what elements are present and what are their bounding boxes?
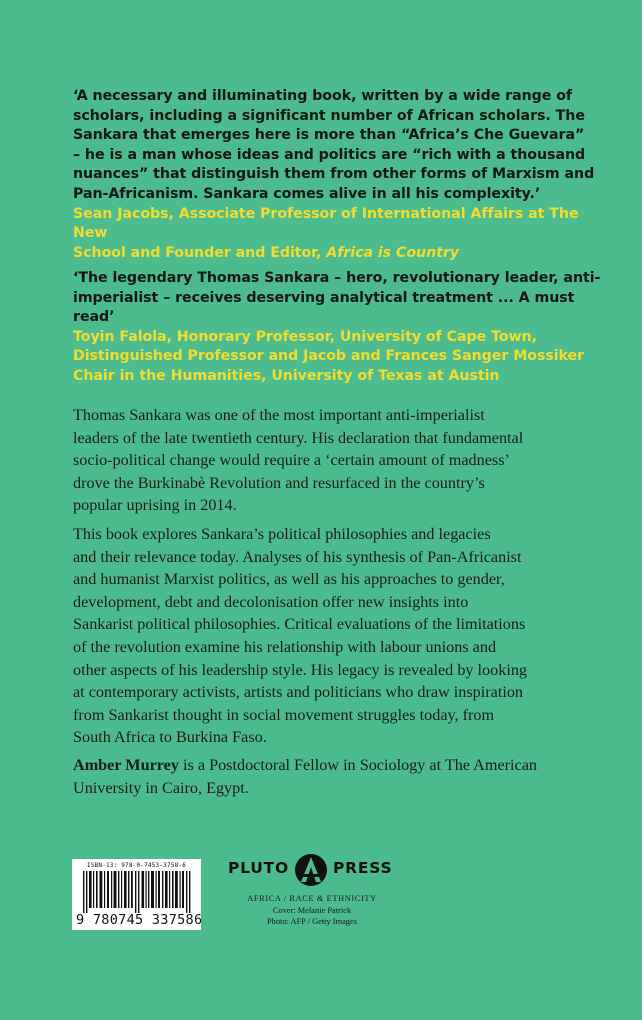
cover-credits [233,893,391,928]
cover-design-credit: Cover: Melanie Patrick [272,905,352,915]
publisher-name-left: PLUTO [228,859,290,877]
endorsement-attribution: Sean Jacobs, Associate Professor of International Affairs at The New School and Founder and Editor, Africa is Country [73,205,579,261]
author-name: Amber Murrey [73,756,179,774]
pluto-press-emblem-icon [294,852,328,888]
endorsement-1 [73,87,601,263]
description-paragraph-2: This book explores Sankara’s political philosophies and legacies and their relevance today. Analyses of his synthesis of Pan-Africanist and humanist Marxist politics, as well as his approaches to gender, development, debt and decolonisation offer new insights into Sankarist political philosophies. Critical evaluations of the limitations of the revolution examine his relationship with labour unions and other aspects of his leadership style. His legacy is revealed by looking at contemporary activists, artists and politicians who draw inspiration from Sankarist thought in social movement struggles today, from South Africa to Burkina Faso. [73,525,528,747]
publication-name: Africa is Country [326,244,460,261]
description-paragraph-1: Thomas Sankara was one of the most important anti-imperialist leaders of the late twentieth century. His declaration that fundamental socio-political change would require a ‘certain amount of madness’ drove the Burkinabè Revolution and resurfaced in the country’s popular uprising in 2014. [73,406,524,515]
isbn-barcode [72,859,201,930]
author-bio: Amber Murrey is a Postdoctoral Fellow in Sociology at The American University in Cairo, Egypt. [73,756,537,797]
publisher-name-right: PRESS [333,859,393,877]
isbn-label: ISBN-13: 978-0-7453-3758-6 [86,862,187,869]
subject-category: AFRICA / RACE & ETHNICITY [247,894,377,903]
photo-credit: Photo: AFP / Getty Images [267,917,357,927]
endorsement-2 [73,269,601,387]
publisher-logo [228,852,398,892]
endorsement-attribution: Toyin Falola, Honorary Professor, University of Cape Town, Distinguished Professor and Jacob and Frances Sanger Mossiker Chair in the Humanities, University of Texas at Austin [73,328,585,384]
isbn-digits: 9 780745 337586 [76,912,203,928]
endorsement-quote: ‘A necessary and illuminating book, written by a wide range of scholars, including a significant number of African scholars. The Sankara that emerges here is more than “Africa’s Che Guevara” – he is a man whose ideas and politics are “rich with a thousand nuances” that distinguish them from other forms of Marxism and Pan-Africanism. Sankara comes alive in all his complexity.’ [73,88,595,202]
endorsement-quote: ‘The legendary Thomas Sankara – hero, revolutionary leader, anti- imperialist – receives deserving analytical treatment ... A must read’ [73,270,601,326]
barcode-bars [83,871,191,913]
